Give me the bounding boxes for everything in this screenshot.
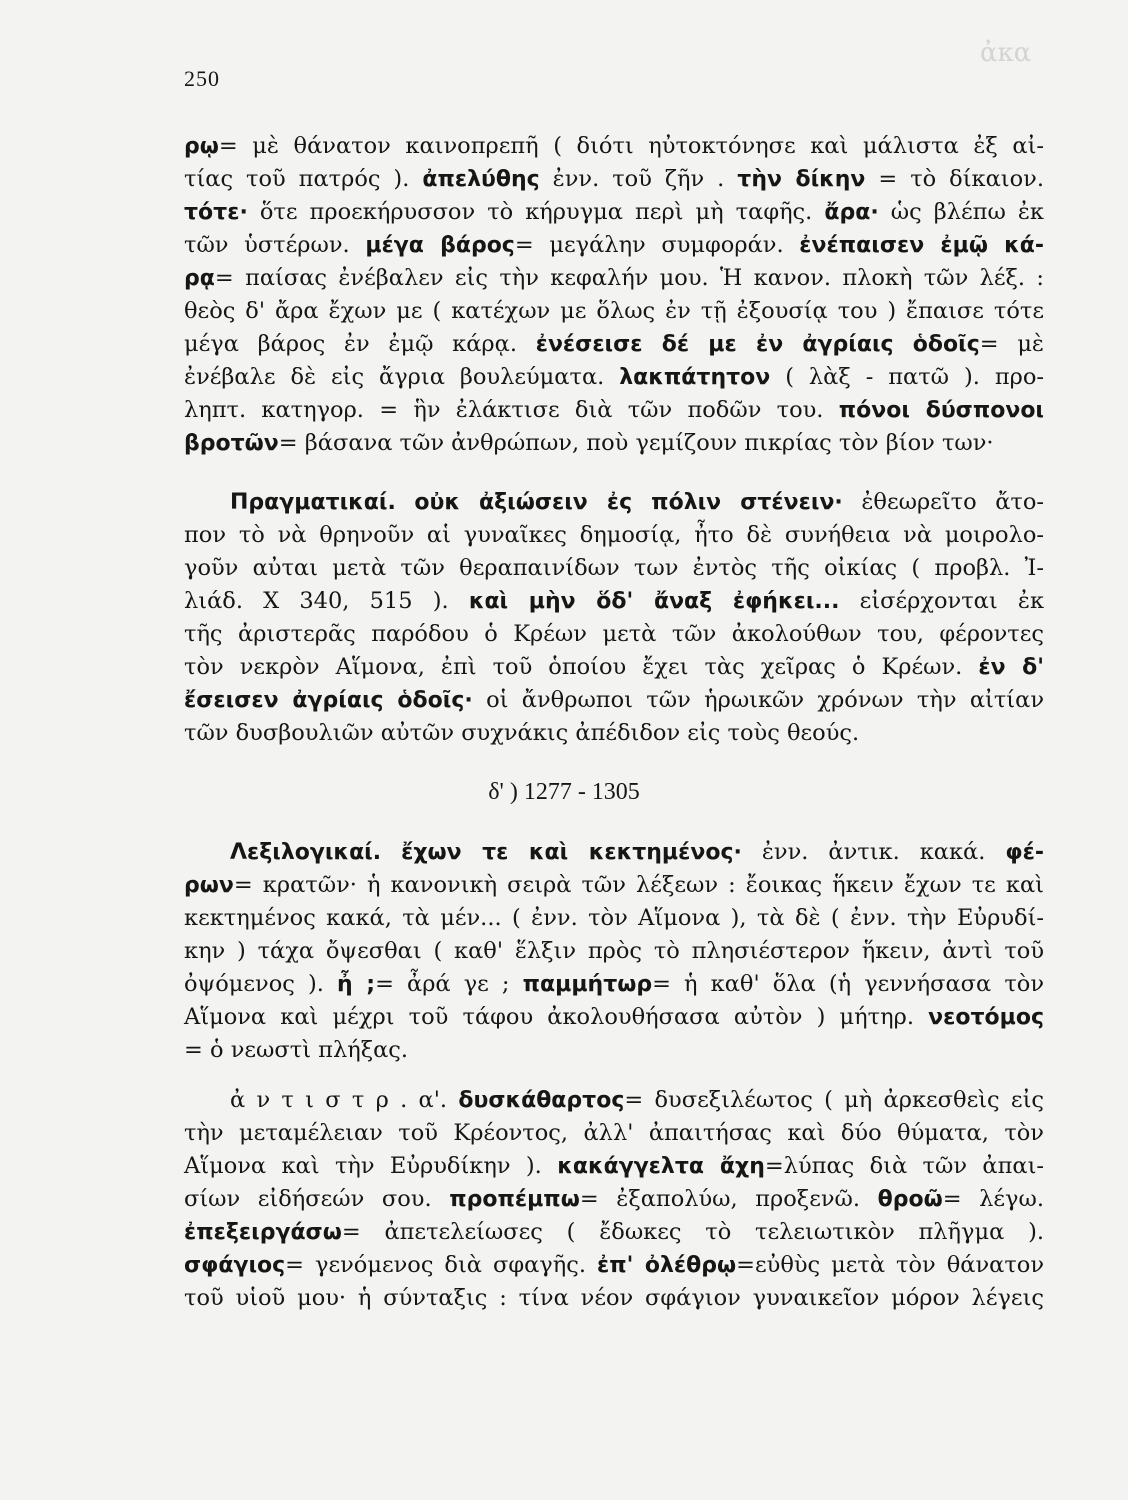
text-line: κην ) τάχα ὄψεσθαι ( καθ' ἕλξιν πρὸς τὸ πλησιέστερον ἥκειν, ἀντὶ τοῦ [184,938,1044,964]
text-line: Πραγματικαί. οὐκ ἀξιώσειν ἐς πόλιν στένειν· ἐθεωρεῖτο ἄτο- [230,489,1044,515]
bleed-through-text: ἀκα [980,38,1032,68]
text-line: γοῦν αὐται μετὰ τῶν θεραπαινίδων των ἐντὸς τῆς οἰκίας ( προβλ. Ἰ- [184,555,1044,581]
text-line: ἐνέβαλε δὲ εἰς ἄγρια βουλεύματα. λακπάτητον ( λὰξ - πατῶ ). προ- [184,364,1044,390]
text-line: = ὁ νεωστὶ πλήξας. [184,1037,409,1063]
text-line: ἐπεξειργάσω= ἀπετελείωσες ( ἔδωκες τὸ τελειωτικὸν πλῆγμα ). [184,1219,1044,1245]
page-number: 250 [184,66,220,91]
text-line: ὀψόμενος ). ἦ ;= ἆρά γε ; παμμήτωρ= ἡ καθ' ὅλα (ἡ γεννήσασα τὸν [184,971,1045,997]
text-line: ἀ ν τ ι σ τ ρ . α'. δυσκάθαρτος= δυσεξιλέωτος ( μὴ ἀρκεσθεὶς εἰς [230,1087,1045,1113]
text-line: θεὸς δ' ἄρα ἔχων με ( κατέχων με ὅλως ἐν τῇ ἐξουσίᾳ του ) ἔπαισε τότε [184,298,1044,324]
text-line: τῶν ὑστέρων. μέγα βάρος= μεγάλην συμφοράν. ἐνέπαισεν ἐμῷ κά- [184,232,1044,258]
text-line: Λεξιλογικαί. ἔχων τε καὶ κεκτημένος· ἐνν. ἀντικ. κακά. φέ- [230,839,1044,865]
text-line: τοῦ υἱοῦ μου· ἡ σύνταξις : τίνα νέον σφάγιον γυναικεῖον μόρον λέγεις [184,1285,1044,1311]
text-line: ληπτ. κατηγορ. = ἣν ἐλάκτισε διὰ τῶν ποδῶν του. πόνοι δύσπονοι [184,397,1045,423]
text-line: ρῳ= μὲ θάνατον καινοπρεπῆ ( διότι ηὐτοκτόνησε καὶ μάλιστα ἐξ αἰ- [184,133,1044,159]
text-line: τὸν νεκρὸν Αἵμονα, ἐπὶ τοῦ ὁποίου ἔχει τὰς χεῖρας ὁ Κρέων. ἐν δ' [184,654,1044,680]
text-line: σφάγιος= γενόμενος διὰ σφαγῆς. ἐπ' ὀλέθρῳ=εὐθὺς μετὰ τὸν θάνατον [184,1252,1044,1278]
section-title: δ' ) 1277 - 1305 [488,779,640,805]
text-line: ρᾳ= παίσας ἐνέβαλεν εἰς τὴν κεφαλήν μου. Ἡ κανον. πλοκὴ τῶν λέξ. : [184,265,1044,291]
text-line: τὴν μεταμέλειαν τοῦ Κρέοντος, ἀλλ' ἀπαιτήσας καὶ δύο θύματα, τὸν [184,1120,1044,1146]
text-line: ρων= κρατῶν· ἡ κανονικὴ σειρὰ τῶν λέξεων : ἔοικας ἥκειν ἔχων τε καὶ [184,872,1044,898]
text-line: τῆς ἀριστερᾶς παρόδου ὁ Κρέων μετὰ τῶν ἀκολούθων του, φέροντες [184,621,1044,647]
text-line: Αἵμονα καὶ τὴν Εὐρυδίκην ). κακάγγελτα ἄχη=λύπας διὰ τῶν ἀπαι- [184,1153,1044,1179]
text-line: βροτῶν= βάσανα τῶν ἀνθρώπων, ποὺ γεμίζουν πικρίας τὸν βίον των· [184,430,994,456]
text-line: Αἵμονα καὶ μέχρι τοῦ τάφου ἀκολουθήσασα αὐτὸν ) μήτηρ. νεοτόμος [184,1004,1044,1030]
text-line: ἔσεισεν ἀγρίαις ὁδοῖς· οἱ ἄνθρωποι τῶν ἡρωικῶν χρόνων τὴν αἰτίαν [184,687,1045,713]
text-line: λιάδ. X 340, 515 ). καὶ μὴν ὅδ' ἄναξ ἐφήκει... εἰσέρχονται ἐκ [184,588,1045,614]
text-line: τότε· ὅτε προεκήρυσσον τὸ κήρυγμα περὶ μὴ ταφῆς. ἄρα· ὡς βλέπω ἐκ [184,199,1044,225]
text-line: πον τὸ νὰ θρηνοῦν αἱ γυναῖκες δημοσίᾳ, ἦτο δὲ συνήθεια νὰ μοιρολο- [184,522,1044,548]
text-line: μέγα βάρος ἐν ἐμῷ κάρᾳ. ἐνέσεισε δέ με ἐν ἀγρίαις ὁδοῖς= μὲ [184,331,1045,357]
text-line: κεκτημένος κακά, τὰ μέν... ( ἐνν. τὸν Αἵμονα ), τὰ δὲ ( ἐνν. τὴν Εὐρυδί- [184,905,1044,931]
text-line: τῶν δυσβουλιῶν αὐτῶν συχνάκις ἀπέδιδον εἰς τοὺς θεούς. [184,720,860,746]
text-line: τίας τοῦ πατρός ). ἀπελύθης ἐνν. τοῦ ζῆν . τὴν δίκην = τὸ δίκαιον. [184,166,1044,192]
text-line: σίων εἰδήσεών σου. προπέμπω= ἐξαπολύω, προξενῶ. θροῶ= λέγω. [184,1186,1044,1212]
